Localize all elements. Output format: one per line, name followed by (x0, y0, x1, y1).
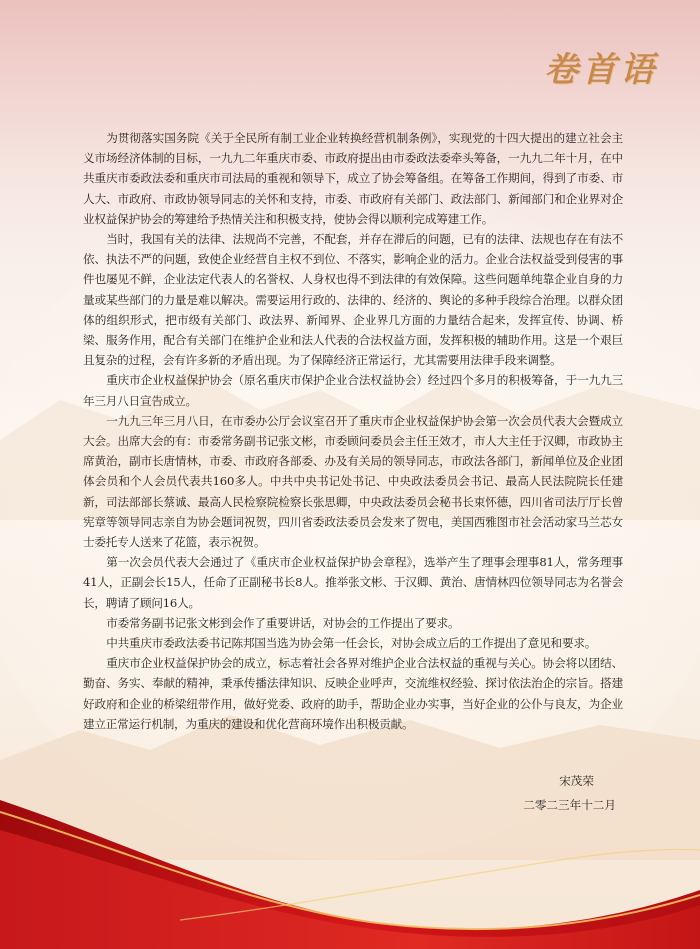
paragraph: 市委常务副书记张文彬到会作了重要讲话，对协会的工作提出了要求。 (106, 615, 460, 630)
paragraph: 一九九三年三月八日，在市委办公厅会议室召开了重庆市企业权益保护协会第一次会员代表大会暨成立大会。出席大会的有：市委常务副书记张文彬，市委顾问委员会主任王效才，市人大主任于汉卿，市政协主席黄治，副市长唐情林，市委、市政府各部委、办及有关局的领导同志，市政法各部门，新闻单位及企业团体会员和个人会员代表共160多人。中共中央书记处书记、中央政法委员会书记、最高人民法院院长任建新，司法部部长蔡诚、最高人民检察院检察长张思卿，中央政法委员会秘书长束怀德，四川省司法厅厅长曾宪章等领导同志亲自为协会题词祝贺，四川省委政法委员会发来了贺电，美国西雅图市社会活动家马兰芯女士委托专人送来了花篮，表示祝贺。 (83, 413, 623, 550)
paragraph: 重庆市企业权益保护协会（原名重庆市保护企业合法权益协会）经过四个多月的积极筹备，于一九九三年三月八日宣告成立。 (83, 373, 623, 408)
signature-author: 宋茂荣 (559, 774, 594, 788)
page-title: 卷首语 (544, 50, 658, 90)
paragraph: 重庆市企业权益保护协会的成立，标志着社会各界对维护企业合法权益的重视与关心。协会将以团结、勤奋、务实、奉献的精神，秉承传播法律知识、反映企业呼声，交流维权经验、探讨依法治企的宗旨。搭建好政府和企业的桥梁纽带作用，做好党委、政府的助手，帮助企业办实事，当好企业的公仆与良友，为企业建立正常运行机制，为重庆的建设和优化营商环境作出积极贡献。 (83, 656, 623, 731)
document-body (83, 128, 623, 734)
paragraph: 当时，我国有关的法律、法规尚不完善，不配套，并存在滞后的问题，已有的法律、法规也存在有法不依、执法不严的问题，致使企业经营自主权不到位、不落实，影响企业的活力。企业合法权益受到侵害的事件也屡见不鲜，企业法定代表人的名誉权、人身权也得不到法律的有效保障。这些问题单纯靠企业自身的力量或某些部门的力量是难以解决。需要运用行政的、法律的、经济的、舆论的多种手段综合治理。以群众团体的组织形式，把市级有关部门、政法界、新闻界、企业界几方面的力量结合起来，发挥宣传、协调、桥梁、服务作用，配合有关部门在维护企业和法人代表的合法权益方面，发挥积极的辅助作用。这是一个艰巨且复杂的过程，会有许多新的矛盾出现。为了保障经济正常运行，尤其需要用法律手段来调整。 (83, 232, 623, 368)
signature-date: 二零二三年十二月 (523, 798, 616, 812)
paragraph: 为贯彻落实国务院《关于全民所有制工业企业转换经营机制条例》，实现党的十四大提出的建立社会主义市场经济体制的目标，一九九二年重庆市委、市政府提出由市委政法委牵头筹备，一九九二年十月，在中共重庆市委政法委和重庆市司法局的重视和领导下，成立了协会筹备组。在筹备工作期间，得到了市委、市人大、市政府、市政协领导同志的关怀和支持，市委、市政府有关部门、政法部门、新闻部门和企业界对企业权益保护协会的筹建给予热情关注和积极支持，使协会得以顺利完成筹建工作。 (83, 131, 623, 226)
paragraph: 第一次会员代表大会通过了《重庆市企业权益保护协会章程》，选举产生了理事会理事81人，常务理事41人，正副会长15人，任命了正副秘书长8人。推举张文彬、于汉卿、黄治、唐情林四位领导同志为名誉会长，聘请了顾问16人。 (83, 555, 623, 610)
paragraph: 中共重庆市委政法委书记陈邦国当选为协会第一任会长，对协会成立后的工作提出了意见和要求。 (106, 636, 597, 651)
